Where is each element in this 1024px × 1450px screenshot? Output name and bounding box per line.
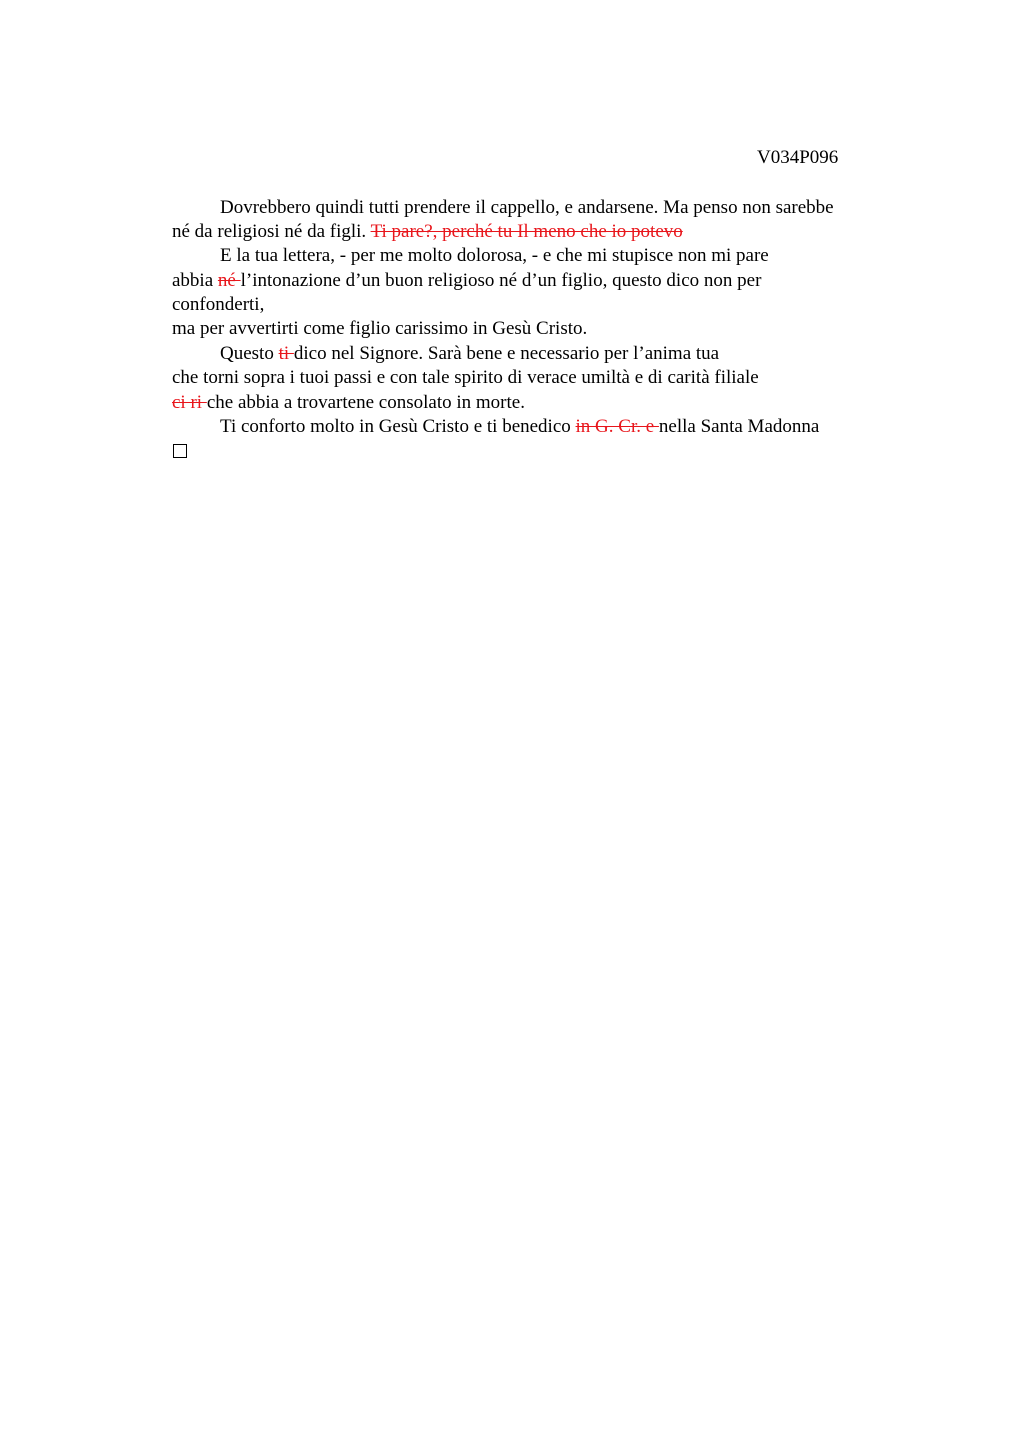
text-segment: che torni sopra i tuoi passi e con tale spirito di verace umiltà e di carità filiale bbox=[172, 367, 759, 388]
text-segment: confonderti, bbox=[172, 294, 265, 315]
text-segment: che abbia a trovartene consolato in morte. bbox=[206, 392, 525, 413]
text-segment: Dovrebbero quindi tutti prendere il cappello, e andarsene. Ma penso non sarebbe bbox=[220, 197, 834, 218]
text-segment: né da religiosi né da figli. bbox=[172, 221, 371, 242]
text-segment: E la tua lettera, - per me molto dolorosa, - e che mi stupisce non mi pare bbox=[220, 245, 769, 266]
text-segment: ma per avvertirti come figlio carissimo in Gesù Cristo. bbox=[172, 318, 588, 339]
text-line-1 bbox=[220, 196, 834, 220]
text-segment: nella Santa Madonna bbox=[658, 416, 820, 437]
text-line-3 bbox=[220, 244, 769, 268]
text-line-10 bbox=[220, 415, 819, 439]
text-line-2 bbox=[172, 220, 683, 244]
text-segment: l’intonazione d’un buon religioso né d’un figlio, questo dico non per bbox=[240, 270, 762, 291]
deleted-text: Ti pare?, perché tu Il meno che io potevo bbox=[370, 221, 683, 242]
text-line-6 bbox=[172, 317, 587, 341]
text-line-4 bbox=[172, 269, 761, 293]
text-line-7 bbox=[220, 342, 719, 366]
deleted-text: in G. Cr. e bbox=[575, 416, 659, 437]
text-line-8 bbox=[172, 366, 759, 390]
page-identifier: V034P096 bbox=[757, 147, 839, 168]
text-line-5 bbox=[172, 293, 264, 317]
text-segment: Ti conforto molto in Gesù Cristo e ti benedico bbox=[220, 416, 576, 437]
checkbox-square-icon bbox=[173, 444, 187, 458]
text-line-9 bbox=[172, 391, 525, 415]
deleted-text: ci ri bbox=[172, 392, 207, 413]
text-segment: Questo bbox=[220, 343, 279, 364]
deleted-text: né bbox=[217, 270, 241, 291]
text-segment: abbia bbox=[172, 270, 218, 291]
deleted-text: ti bbox=[278, 343, 294, 364]
text-segment: dico nel Signore. Sarà bene e necessario per l’anima tua bbox=[293, 343, 720, 364]
